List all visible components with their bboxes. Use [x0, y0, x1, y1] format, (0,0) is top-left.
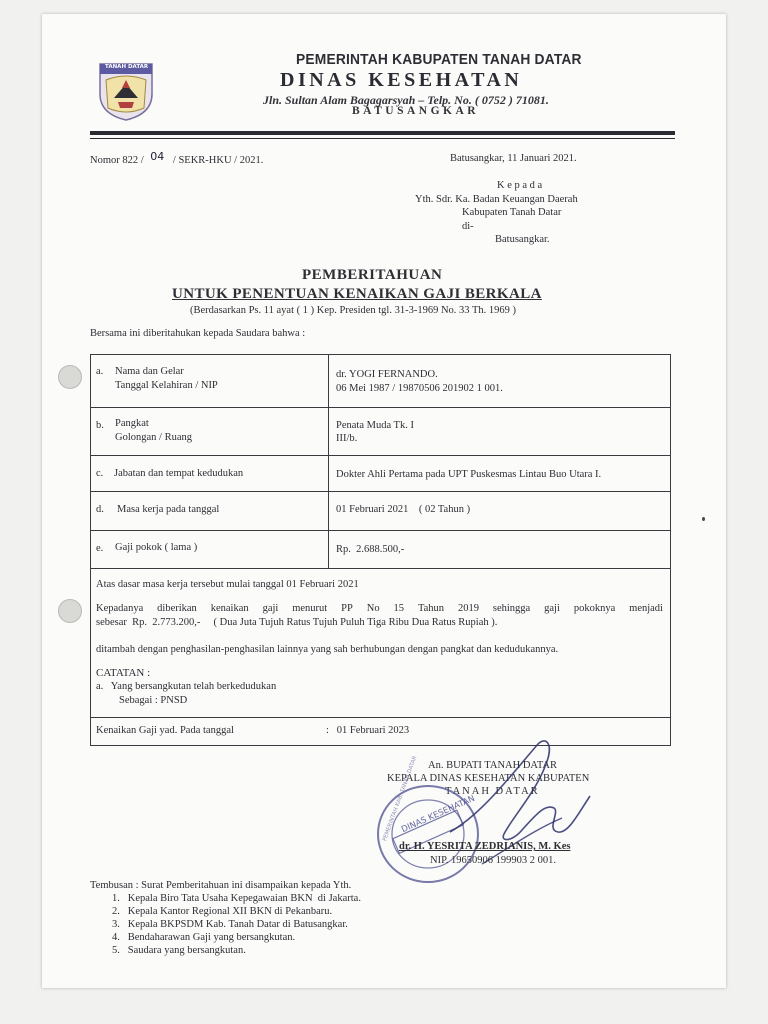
letterhead-government: PEMERINTAH KABUPATEN TANAH DATAR	[296, 51, 582, 68]
copies-item: 3. Kepala BKPSDM Kab. Tanah Datar di Batusangkar.	[112, 919, 348, 930]
table-divider	[328, 354, 329, 568]
raise-basis-word: pokoknya	[573, 603, 616, 614]
raise-basis-word: Kepadanya	[96, 603, 144, 614]
row-a-label-2: Tanggal Kelahiran / NIP	[115, 380, 218, 391]
notes-heading: CATATAN :	[96, 667, 151, 679]
row-e-letter: e.	[96, 543, 104, 554]
row-a-value-2: 06 Mei 1987 / 19870506 201902 1 001.	[336, 383, 503, 394]
letter-paper	[42, 14, 726, 988]
letterhead-rule-thick	[90, 131, 675, 135]
raise-basis-word: No	[366, 603, 380, 614]
signatory-name: dr. H. YESRITA ZEDRIANIS, M. Kes	[399, 841, 571, 852]
signature-position: KEPALA DINAS KESEHATAN KABUPATEN	[387, 773, 590, 784]
row-d-label: Masa kerja pada tanggal	[117, 504, 220, 515]
raise-basis-line	[96, 603, 663, 614]
raise-basis-word: diberikan	[157, 603, 197, 614]
copies-header: Tembusan : Surat Pemberitahuan ini disampaikan kepada Yth.	[90, 880, 352, 891]
letterhead-address: Jln. Sultan Alam Bagagarsyah – Telp. No. ( 0752 ) 71081.	[263, 93, 549, 107]
table-row-line	[90, 455, 670, 456]
row-c-label: Jabatan dan tempat kedudukan	[114, 468, 244, 479]
raise-basis-word: menjadi	[629, 603, 663, 614]
notes-item-a-status: Sebagai : PNSD	[119, 695, 188, 706]
paper-speck	[702, 517, 705, 521]
notes-item-a: a. Yang bersangkutan telah berkedudukan	[96, 681, 277, 692]
raise-basis-word: menurut	[292, 603, 328, 614]
row-a-value-1: dr. YOGI FERNANDO.	[336, 369, 438, 380]
addressee-kepada: K e p a d a	[497, 180, 543, 191]
regency-logo	[96, 58, 156, 122]
letterhead-agency: DINAS KESEHATAN	[280, 69, 523, 91]
letter-number-prefix: Nomor 822 /	[90, 155, 144, 166]
handwritten-signature	[442, 734, 602, 874]
row-c-value: Dokter Ahli Pertama pada UPT Puskesmas Lintau Buo Utara I.	[336, 469, 602, 480]
notice-legal-basis: (Berdasarkan Ps. 11 ayat ( 1 ) Kep. Presiden tgl. 31-3-1969 No. 33 Th. 1969 )	[190, 305, 517, 316]
addressee-city: Batusangkar.	[495, 234, 550, 245]
next-raise-date: : 01 Februari 2023	[326, 725, 410, 736]
copies-item: 2. Kepala Kantor Regional XII BKN di Pekanbaru.	[112, 906, 333, 917]
row-d-letter: d.	[96, 504, 104, 515]
row-b-value-1: Penata Muda Tk. I	[336, 420, 414, 431]
row-c-letter: c.	[96, 468, 104, 479]
row-e-value: Rp. 2.688.500,-	[336, 544, 405, 555]
row-e-label: Gaji pokok ( lama )	[115, 542, 198, 553]
raise-basis-word: PP	[341, 603, 353, 614]
raise-basis-word: 15	[393, 603, 405, 614]
raise-basis-word: kenaikan	[210, 603, 249, 614]
signatory-nip: NIP. 19650906 199903 2 001.	[430, 855, 557, 866]
row-b-label-1: Pangkat	[115, 418, 149, 429]
addressee-di: di-	[462, 221, 474, 232]
letterhead-city: BATUSANGKAR	[352, 105, 480, 117]
addressee-yth: Yth. Sdr. Ka. Badan Keuangan Daerah	[415, 194, 578, 205]
table-row-line	[90, 491, 670, 492]
letterhead-rule-thin	[90, 138, 675, 139]
row-b-label-2: Golongan / Ruang	[115, 432, 192, 443]
row-b-value-2: III/b.	[336, 433, 358, 444]
signature-regency: TANAH DATAR	[445, 786, 540, 797]
letter-number-suffix: / SEKR-HKU / 2021.	[172, 155, 264, 166]
table-row-line	[90, 407, 670, 408]
intro-text: Bersama ini diberitahukan kepada Saudara bahwa :	[90, 328, 306, 339]
additional-income-text: ditambah dengan penghasilan-penghasilan lainnya yang sah berhubungan dengan pangkat dan kedudukannya.	[96, 644, 559, 655]
notice-title: PEMBERITAHUAN	[302, 267, 443, 283]
stamp-ring-text: PEMERINTAH KAB. TANAH DATAR	[382, 755, 419, 843]
table-row-line	[90, 530, 670, 531]
copies-item: 5. Saudara yang bersangkutan.	[112, 945, 246, 956]
next-raise-label: Kenaikan Gaji yad. Pada tanggal	[96, 725, 234, 736]
row-b-letter: b.	[96, 420, 104, 431]
table-row-line	[90, 568, 670, 569]
notice-subtitle: UNTUK PENENTUAN KENAIKAN GAJI BERKALA	[172, 286, 542, 302]
new-salary-text: sebesar Rp. 2.773.200,- ( Dua Juta Tujuh Ratus Tujuh Puluh Tiga Ribu Dua Ratus Rupiah ).	[96, 617, 498, 628]
addressee-regency: Kabupaten Tanah Datar	[462, 207, 562, 218]
copies-item: 4. Bendaharawan Gaji yang bersangkutan.	[112, 932, 296, 943]
logo-label: TANAH DATAR	[105, 64, 149, 70]
raise-basis-word: gaji	[544, 603, 560, 614]
row-a-letter: a.	[96, 366, 104, 377]
punch-hole-bottom	[58, 599, 82, 623]
row-d-value: 01 Februari 2021 ( 02 Tahun )	[336, 504, 471, 515]
table-row-line	[90, 717, 670, 718]
letter-number	[90, 150, 264, 166]
punch-hole-top	[58, 365, 82, 389]
row-a-label-1: Nama dan Gelar	[115, 366, 184, 377]
effective-date-text: Atas dasar masa kerja tersebut mulai tanggal 01 Februari 2021	[96, 579, 359, 590]
letter-number-handwritten: 04	[150, 150, 165, 163]
raise-basis-word: sehingga	[492, 603, 531, 614]
raise-basis-word: Tahun	[417, 603, 445, 614]
copies-item: 1. Kepala Biro Tata Usaha Kepegawaian BKN di Jakarta.	[112, 893, 361, 904]
signature-on-behalf: An. BUPATI TANAH DATAR	[428, 760, 557, 771]
stamp-center-text: DINAS KESEHATAN	[400, 793, 477, 836]
raise-basis-word: 2019	[457, 603, 479, 614]
raise-basis-word: gaji	[262, 603, 279, 614]
place-date: Batusangkar, 11 Januari 2021.	[450, 153, 577, 164]
